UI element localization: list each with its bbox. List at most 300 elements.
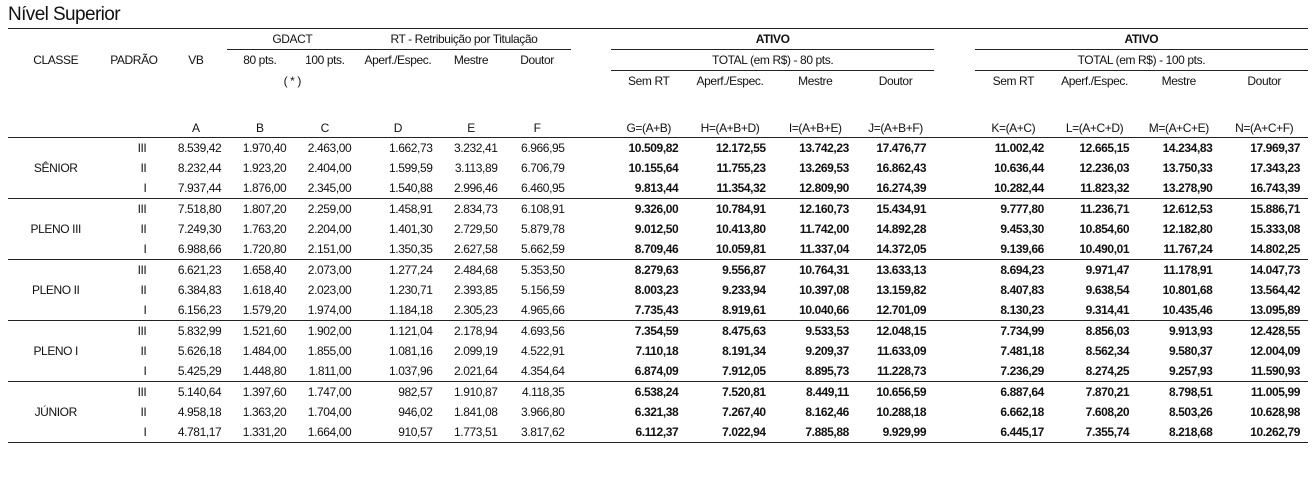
spacer-cell bbox=[571, 260, 612, 281]
value-cell: 9.913,93 bbox=[1137, 321, 1220, 342]
value-cell: 1.579,20 bbox=[242, 303, 287, 317]
value-cell: 11.590,93 bbox=[1250, 364, 1300, 378]
value-cell: 8.694,23 bbox=[975, 260, 1052, 281]
value-cell: 1.401,30 bbox=[389, 222, 433, 236]
value-cell: 5.425,29 bbox=[177, 364, 222, 378]
value-cell: 1.763,20 bbox=[242, 222, 287, 236]
value-cell: 8.919,61 bbox=[722, 303, 766, 317]
classe-label: SÊNIOR bbox=[33, 161, 78, 175]
classe-cell bbox=[8, 422, 103, 443]
spacer-cell bbox=[571, 138, 612, 159]
value-cell: 1.658,40 bbox=[227, 260, 292, 281]
letter-e: E bbox=[467, 121, 475, 135]
value-cell: 12.809,90 bbox=[799, 181, 849, 195]
value-cell: 5.353,50 bbox=[504, 260, 571, 281]
spacer-cell bbox=[934, 300, 975, 321]
value-cell: 12.612,53 bbox=[1137, 199, 1220, 220]
header-mestre-80: Mestre bbox=[798, 74, 833, 88]
page-title: Nível Superior bbox=[8, 4, 120, 25]
table-row bbox=[8, 280, 1308, 300]
spacer-cell bbox=[571, 361, 612, 382]
classe-label: PLENO I bbox=[33, 344, 78, 358]
header-gdact-note: ( * ) bbox=[283, 73, 301, 88]
value-cell: 12.004,09 bbox=[1250, 344, 1300, 358]
value-cell: 2.627,58 bbox=[454, 242, 498, 256]
value-cell: 2.393,85 bbox=[454, 283, 498, 297]
value-cell: 9.533,53 bbox=[774, 321, 857, 342]
value-cell: 1.121,04 bbox=[357, 321, 438, 342]
value-cell: 2.834,73 bbox=[439, 199, 504, 220]
value-cell: 6.538,24 bbox=[611, 382, 686, 403]
value-cell: 13.095,89 bbox=[1250, 303, 1300, 317]
value-cell: 3.113,89 bbox=[454, 161, 498, 175]
value-cell: 4.965,66 bbox=[521, 303, 565, 317]
value-cell: 15.886,71 bbox=[1220, 199, 1308, 220]
value-cell: 7.354,59 bbox=[611, 321, 686, 342]
value-cell: 10.628,98 bbox=[1250, 405, 1300, 419]
value-cell: 9.777,80 bbox=[975, 199, 1052, 220]
letter-i: I=(A+B+E) bbox=[788, 121, 842, 135]
value-cell: 1.277,24 bbox=[357, 260, 438, 281]
value-cell: 7.870,21 bbox=[1052, 382, 1137, 403]
value-cell: 8.449,11 bbox=[774, 382, 857, 403]
spacer-cell bbox=[934, 199, 975, 220]
value-cell: 1.970,40 bbox=[227, 138, 292, 159]
value-cell: 2.178,94 bbox=[439, 321, 504, 342]
spacer-cell bbox=[571, 341, 612, 361]
value-cell: 16.274,39 bbox=[876, 181, 927, 195]
value-cell: 11.236,71 bbox=[1052, 199, 1137, 220]
value-cell: 9.314,41 bbox=[1085, 303, 1130, 317]
value-cell: 5.626,18 bbox=[177, 344, 222, 358]
spacer-cell bbox=[934, 402, 975, 422]
value-cell: 1.448,80 bbox=[242, 364, 287, 378]
value-cell: 11.002,42 bbox=[975, 138, 1052, 159]
header-row-2 bbox=[8, 50, 1308, 71]
value-cell: 8.539,42 bbox=[164, 138, 227, 159]
spacer-cell bbox=[934, 361, 975, 382]
value-cell: 10.397,08 bbox=[799, 283, 849, 297]
classe-cell bbox=[8, 260, 103, 281]
value-cell: 8.709,46 bbox=[634, 242, 679, 256]
header-classe: CLASSE bbox=[33, 53, 79, 67]
value-cell: 11.823,32 bbox=[1080, 181, 1130, 195]
classe-label: PLENO III bbox=[30, 222, 81, 236]
value-cell: 10.262,79 bbox=[1220, 422, 1308, 443]
classe-cell bbox=[8, 321, 103, 342]
value-cell: 7.520,81 bbox=[686, 382, 773, 403]
padrao-cell: II bbox=[140, 161, 147, 175]
spacer-cell bbox=[934, 260, 975, 281]
value-cell: 2.073,00 bbox=[292, 260, 357, 281]
value-cell: 11.228,73 bbox=[876, 364, 927, 378]
value-cell: 2.463,00 bbox=[292, 138, 357, 159]
spacer-cell bbox=[934, 422, 975, 443]
spacer-cell bbox=[571, 280, 612, 300]
value-cell: 9.139,66 bbox=[1000, 242, 1044, 256]
value-cell: 10.854,60 bbox=[1079, 222, 1130, 236]
value-cell: 10.413,80 bbox=[715, 222, 766, 236]
value-cell: 2.023,00 bbox=[307, 283, 352, 297]
value-cell: 9.209,37 bbox=[805, 344, 849, 358]
spacer-cell bbox=[571, 219, 612, 239]
table-row bbox=[8, 260, 1308, 281]
header-letters-row bbox=[8, 111, 1308, 138]
value-cell: 1.974,00 bbox=[307, 303, 352, 317]
padrao-cell: II bbox=[140, 222, 147, 236]
header-ativo-100: ATIVO bbox=[975, 29, 1308, 50]
value-cell: 9.012,50 bbox=[634, 222, 679, 236]
classe-cell bbox=[8, 361, 103, 382]
value-cell: 4.354,64 bbox=[521, 364, 565, 378]
value-cell: 4.118,35 bbox=[504, 382, 571, 403]
value-cell: 11.742,00 bbox=[799, 222, 849, 236]
value-cell: 6.662,18 bbox=[1000, 405, 1044, 419]
letter-a: A bbox=[192, 121, 200, 135]
value-cell: 13.159,82 bbox=[876, 283, 927, 297]
value-cell: 6.621,23 bbox=[164, 260, 227, 281]
value-cell: 1.397,60 bbox=[227, 382, 292, 403]
value-cell: 15.333,08 bbox=[1250, 222, 1300, 236]
value-cell: 14.892,28 bbox=[876, 222, 927, 236]
spacer-cell bbox=[571, 199, 612, 220]
value-cell: 1.540,88 bbox=[389, 181, 433, 195]
padrao-cell: I bbox=[143, 242, 147, 256]
value-cell: 5.879,78 bbox=[521, 222, 565, 236]
value-cell: 4.693,56 bbox=[504, 321, 571, 342]
value-cell: 7.937,44 bbox=[177, 181, 222, 195]
value-cell: 9.638,54 bbox=[1085, 283, 1130, 297]
value-cell: 13.269,53 bbox=[799, 161, 849, 175]
value-cell: 14.802,25 bbox=[1250, 242, 1300, 256]
letter-l: L=(A+C+D) bbox=[1065, 121, 1124, 135]
value-cell: 5.832,99 bbox=[164, 321, 227, 342]
table-row bbox=[8, 402, 1308, 422]
header-row-4 bbox=[8, 91, 1308, 111]
value-cell: 9.929,99 bbox=[857, 422, 934, 443]
padrao-cell: I bbox=[143, 364, 147, 378]
value-cell: 17.476,77 bbox=[857, 138, 934, 159]
value-cell: 7.735,43 bbox=[634, 303, 679, 317]
value-cell: 1.773,51 bbox=[439, 422, 504, 443]
letter-c: C bbox=[320, 121, 329, 135]
table-header bbox=[8, 29, 1308, 138]
spacer-cell bbox=[934, 341, 975, 361]
value-cell: 10.435,46 bbox=[1162, 303, 1213, 317]
header-rt-doutor: Doutor bbox=[520, 53, 554, 68]
classe-cell bbox=[8, 199, 103, 220]
value-cell: 7.885,88 bbox=[774, 422, 857, 443]
table-row bbox=[8, 178, 1308, 199]
classe-cell bbox=[8, 382, 103, 403]
value-cell: 8.130,23 bbox=[1000, 303, 1044, 317]
value-cell: 1.662,73 bbox=[357, 138, 438, 159]
value-cell: 6.460,95 bbox=[521, 181, 565, 195]
value-cell: 1.350,35 bbox=[389, 242, 433, 256]
value-cell: 13.278,90 bbox=[1162, 181, 1213, 195]
value-cell: 7.518,80 bbox=[164, 199, 227, 220]
value-cell: 14.234,83 bbox=[1137, 138, 1220, 159]
value-cell: 11.005,99 bbox=[1220, 382, 1308, 403]
value-cell: 10.784,91 bbox=[686, 199, 773, 220]
value-cell: 13.564,42 bbox=[1250, 283, 1300, 297]
header-doutor-100: Doutor bbox=[1247, 74, 1282, 88]
value-cell: 12.048,15 bbox=[857, 321, 934, 342]
value-cell: 946,02 bbox=[398, 405, 433, 419]
value-cell: 9.233,94 bbox=[722, 283, 766, 297]
letter-g: G=(A+B) bbox=[626, 121, 672, 135]
value-cell: 8.407,83 bbox=[1000, 283, 1044, 297]
letter-d: D bbox=[393, 121, 403, 135]
spacer-cell bbox=[571, 239, 612, 260]
value-cell: 10.040,66 bbox=[799, 303, 849, 317]
value-cell: 1.664,00 bbox=[292, 422, 357, 443]
value-cell: 1.811,00 bbox=[308, 364, 352, 378]
value-cell: 8.562,34 bbox=[1085, 344, 1130, 358]
value-cell: 6.108,91 bbox=[504, 199, 571, 220]
value-cell: 1.704,00 bbox=[307, 405, 352, 419]
value-cell: 13.750,33 bbox=[1162, 161, 1213, 175]
value-cell: 2.151,00 bbox=[307, 242, 352, 256]
value-cell: 15.434,91 bbox=[857, 199, 934, 220]
letter-h: H=(A+B+D) bbox=[700, 121, 760, 135]
header-mestre-100: Mestre bbox=[1161, 74, 1196, 88]
value-cell: 11.178,91 bbox=[1137, 260, 1220, 281]
classe-cell bbox=[8, 239, 103, 260]
header-doutor-80: Doutor bbox=[878, 74, 913, 88]
value-cell: 10.509,82 bbox=[611, 138, 686, 159]
value-cell: 2.021,64 bbox=[454, 364, 498, 378]
value-cell: 10.636,44 bbox=[994, 161, 1044, 175]
value-cell: 9.580,37 bbox=[1168, 344, 1213, 358]
value-cell: 11.354,32 bbox=[716, 181, 766, 195]
value-cell: 5.156,59 bbox=[521, 283, 565, 297]
value-cell: 12.172,55 bbox=[686, 138, 773, 159]
spacer-cell bbox=[934, 382, 975, 403]
value-cell: 6.445,17 bbox=[975, 422, 1052, 443]
value-cell: 11.633,09 bbox=[876, 344, 927, 358]
value-cell: 7.022,94 bbox=[686, 422, 773, 443]
value-cell: 1.599,59 bbox=[389, 161, 433, 175]
value-cell: 17.343,23 bbox=[1250, 161, 1300, 175]
value-cell: 8.279,63 bbox=[611, 260, 686, 281]
value-cell: 3.232,41 bbox=[439, 138, 504, 159]
value-cell: 6.156,23 bbox=[177, 303, 222, 317]
value-cell: 1.720,80 bbox=[242, 242, 287, 256]
spacer-cell bbox=[571, 300, 612, 321]
spacer-cell bbox=[571, 382, 612, 403]
header-gdact-100: 100 pts. bbox=[305, 53, 345, 68]
value-cell: 8.162,46 bbox=[805, 405, 849, 419]
value-cell: 982,57 bbox=[357, 382, 438, 403]
header-ativo-80: ATIVO bbox=[611, 29, 934, 50]
value-cell: 1.923,20 bbox=[242, 161, 287, 175]
value-cell: 12.665,15 bbox=[1052, 138, 1137, 159]
table-row bbox=[8, 138, 1308, 159]
value-cell: 10.288,18 bbox=[876, 405, 927, 419]
value-cell: 1.458,91 bbox=[357, 199, 438, 220]
classe-cell bbox=[8, 138, 103, 159]
value-cell: 7.355,74 bbox=[1052, 422, 1137, 443]
header-aperf-80: Aperf./Espec. bbox=[696, 74, 764, 88]
value-cell: 9.257,93 bbox=[1168, 364, 1213, 378]
spacer-cell bbox=[571, 158, 612, 178]
table-body bbox=[8, 138, 1308, 443]
table-row bbox=[8, 158, 1308, 178]
padrao-cell: III bbox=[103, 260, 164, 281]
value-cell: 10.801,68 bbox=[1162, 283, 1213, 297]
value-cell: 8.274,25 bbox=[1085, 364, 1130, 378]
spacer-cell bbox=[571, 422, 612, 443]
header-total-80: TOTAL (em R$) - 80 pts. bbox=[611, 50, 934, 71]
padrao-cell: I bbox=[143, 303, 147, 317]
header-rt-aperf: Aperf./Espec. bbox=[364, 53, 432, 68]
letter-n: N=(A+C+F) bbox=[1235, 121, 1294, 135]
value-cell: 11.755,23 bbox=[716, 161, 766, 175]
value-cell: 12.182,80 bbox=[1162, 222, 1213, 236]
table-row bbox=[8, 239, 1308, 260]
spacer-cell bbox=[571, 321, 612, 342]
classe-label: JÚNIOR bbox=[34, 405, 77, 419]
value-cell: 1.184,18 bbox=[389, 303, 433, 317]
value-cell: 8.475,63 bbox=[686, 321, 773, 342]
padrao-cell: I bbox=[103, 422, 164, 443]
value-cell: 6.112,37 bbox=[611, 422, 686, 443]
value-cell: 6.887,64 bbox=[975, 382, 1052, 403]
value-cell: 10.656,59 bbox=[857, 382, 934, 403]
header-vb: VB bbox=[188, 53, 204, 67]
value-cell: 11.337,04 bbox=[799, 242, 849, 256]
value-cell: 7.267,40 bbox=[722, 405, 766, 419]
value-cell: 9.556,87 bbox=[686, 260, 773, 281]
value-cell: 14.372,05 bbox=[876, 242, 927, 256]
value-cell: 12.160,73 bbox=[774, 199, 857, 220]
value-cell: 8.503,26 bbox=[1168, 405, 1213, 419]
value-cell: 1.037,96 bbox=[389, 364, 433, 378]
value-cell: 7.481,18 bbox=[1000, 344, 1044, 358]
value-cell: 1.521,60 bbox=[227, 321, 292, 342]
value-cell: 7.608,20 bbox=[1085, 405, 1130, 419]
spacer-cell bbox=[934, 138, 975, 159]
padrao-cell: I bbox=[143, 181, 147, 195]
value-cell: 1.807,20 bbox=[227, 199, 292, 220]
padrao-cell: II bbox=[140, 283, 147, 297]
value-cell: 8.218,68 bbox=[1137, 422, 1220, 443]
spacer-cell bbox=[934, 178, 975, 199]
value-cell: 10.155,64 bbox=[628, 161, 679, 175]
table-row bbox=[8, 219, 1308, 239]
value-cell: 1.747,00 bbox=[292, 382, 357, 403]
value-cell: 2.729,50 bbox=[454, 222, 498, 236]
value-cell: 1.876,00 bbox=[242, 181, 287, 195]
spacer-cell bbox=[571, 402, 612, 422]
value-cell: 2.305,23 bbox=[454, 303, 498, 317]
value-cell: 8.191,34 bbox=[722, 344, 766, 358]
header-sem-rt-80: Sem RT bbox=[628, 74, 670, 88]
value-cell: 7.249,30 bbox=[177, 222, 222, 236]
value-cell: 1.363,20 bbox=[242, 405, 287, 419]
value-cell: 6.321,38 bbox=[634, 405, 679, 419]
value-cell: 2.259,00 bbox=[292, 199, 357, 220]
value-cell: 14.047,73 bbox=[1220, 260, 1308, 281]
padrao-cell: II bbox=[140, 344, 147, 358]
value-cell: 2.099,19 bbox=[454, 344, 498, 358]
value-cell: 12.428,55 bbox=[1220, 321, 1308, 342]
value-cell: 6.706,79 bbox=[521, 161, 565, 175]
value-cell: 5.662,59 bbox=[521, 242, 565, 256]
value-cell: 10.490,01 bbox=[1079, 242, 1130, 256]
value-cell: 2.345,00 bbox=[307, 181, 352, 195]
header-total-100: TOTAL (em R$) - 100 pts. bbox=[975, 50, 1308, 71]
padrao-cell: II bbox=[140, 405, 147, 419]
value-cell: 6.966,95 bbox=[504, 138, 571, 159]
value-cell: 2.484,68 bbox=[439, 260, 504, 281]
table-row bbox=[8, 422, 1308, 443]
value-cell: 6.988,66 bbox=[177, 242, 222, 256]
spacer-cell bbox=[934, 219, 975, 239]
table-row bbox=[8, 382, 1308, 403]
value-cell: 10.282,44 bbox=[994, 181, 1044, 195]
header-row-3 bbox=[8, 71, 1308, 92]
value-cell: 13.633,13 bbox=[857, 260, 934, 281]
value-cell: 2.204,00 bbox=[307, 222, 352, 236]
spacer-cell bbox=[571, 178, 612, 199]
classe-label: PLENO II bbox=[31, 283, 80, 297]
table-row bbox=[8, 199, 1308, 220]
value-cell: 10.764,31 bbox=[774, 260, 857, 281]
letter-k: K=(A+C) bbox=[991, 121, 1036, 135]
padrao-cell: III bbox=[103, 199, 164, 220]
value-cell: 5.140,64 bbox=[164, 382, 227, 403]
value-cell: 4.958,18 bbox=[177, 405, 222, 419]
value-cell: 1.618,40 bbox=[242, 283, 287, 297]
value-cell: 8.895,73 bbox=[805, 364, 849, 378]
spacer-cell bbox=[934, 321, 975, 342]
header-rt-mestre: Mestre bbox=[453, 53, 489, 68]
value-cell: 1.841,08 bbox=[454, 405, 498, 419]
value-cell: 1.855,00 bbox=[307, 344, 352, 358]
value-cell: 8.232,44 bbox=[177, 161, 222, 175]
value-cell: 8.003,23 bbox=[634, 283, 679, 297]
table-row bbox=[8, 341, 1308, 361]
spacer-cell bbox=[934, 158, 975, 178]
value-cell: 12.236,03 bbox=[1079, 161, 1130, 175]
value-cell: 12.701,09 bbox=[876, 303, 927, 317]
value-cell: 11.767,24 bbox=[1163, 242, 1213, 256]
value-cell: 1.910,87 bbox=[439, 382, 504, 403]
value-cell: 6.874,09 bbox=[634, 364, 679, 378]
value-cell: 7.734,99 bbox=[975, 321, 1052, 342]
value-cell: 910,57 bbox=[357, 422, 438, 443]
letter-f: F bbox=[533, 121, 541, 135]
header-rt: RT - Retribuição por Titulação bbox=[357, 29, 570, 50]
header-row-1 bbox=[8, 29, 1308, 50]
header-gdact-80: 80 pts. bbox=[243, 53, 277, 68]
value-cell: 7.110,18 bbox=[635, 344, 679, 358]
value-cell: 3.817,62 bbox=[504, 422, 571, 443]
value-cell: 7.236,29 bbox=[1000, 364, 1044, 378]
value-cell: 13.742,23 bbox=[774, 138, 857, 159]
padrao-cell: III bbox=[103, 382, 164, 403]
header-padrao: PADRÃO bbox=[110, 53, 158, 67]
salary-table bbox=[8, 28, 1308, 443]
value-cell: 16.743,39 bbox=[1250, 181, 1300, 195]
header-sem-rt-100: Sem RT bbox=[992, 74, 1034, 88]
value-cell: 6.384,83 bbox=[177, 283, 222, 297]
classe-cell bbox=[8, 300, 103, 321]
value-cell: 2.996,46 bbox=[454, 181, 498, 195]
value-cell: 9.971,47 bbox=[1052, 260, 1137, 281]
